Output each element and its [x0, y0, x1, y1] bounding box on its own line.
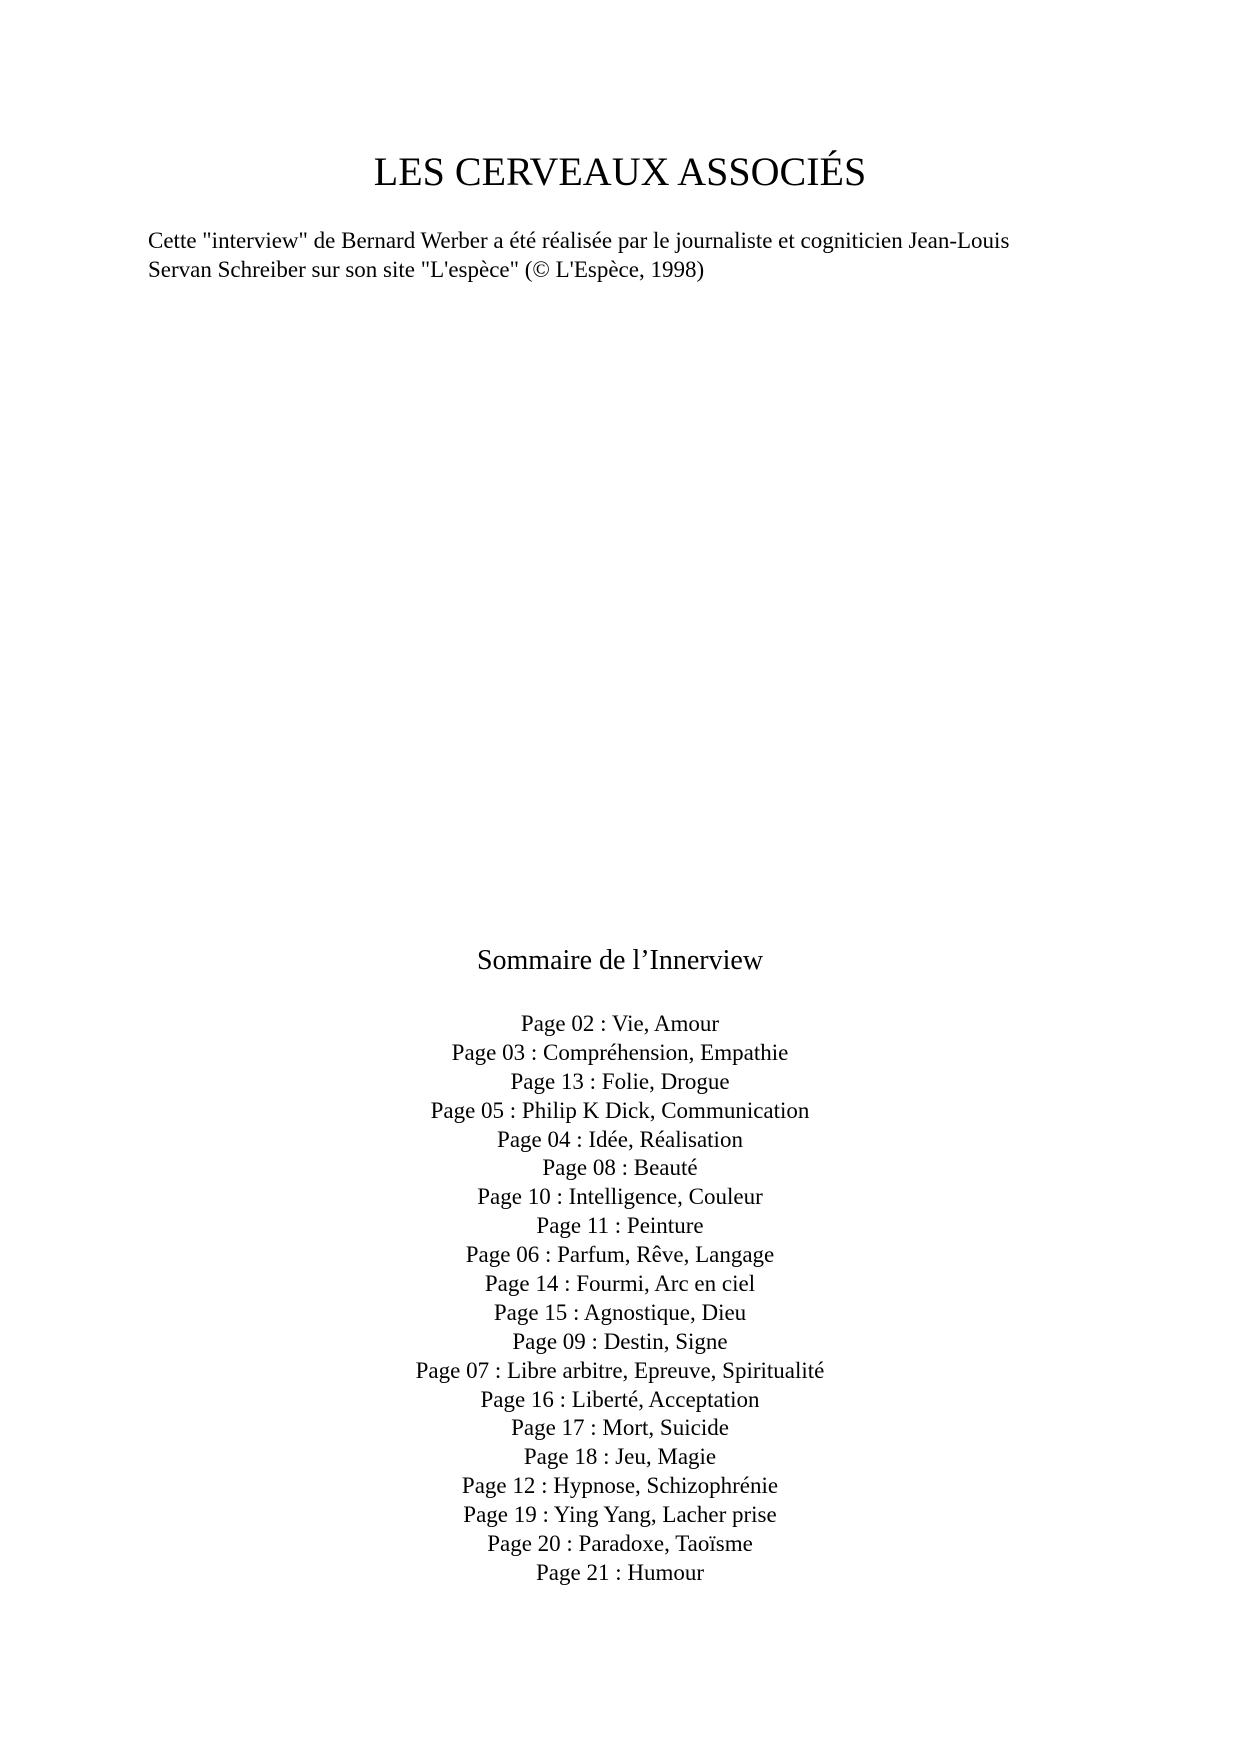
toc-item: Page 07 : Libre arbitre, Epreuve, Spiritualité — [415, 1357, 825, 1383]
toc-item: Page 03 : Compréhension, Empathie — [451, 1039, 789, 1065]
document-title: LES CERVEAUX ASSOCIÉS — [373, 149, 867, 194]
toc-item: Page 10 : Intelligence, Couleur — [477, 1184, 763, 1210]
intro-line-2: Servan Schreiber sur son site "L'espèce" (© L'Espèce, 1998) — [148, 257, 705, 282]
toc-item: Page 02 : Vie, Amour — [520, 1011, 720, 1036]
intro-paragraph — [148, 226, 1108, 284]
intro-line-1: Cette "interview" de Bernard Werber a été réalisée par le journaliste et cogniticien Jean-Louis — [148, 228, 1010, 253]
toc-item: Page 20 : Paradoxe, Taoïsme — [487, 1531, 753, 1557]
toc-item: Page 09 : Destin, Signe — [512, 1328, 728, 1354]
toc-item: Page 14 : Fourmi, Arc en ciel — [484, 1271, 756, 1297]
toc-item: Page 04 : Idée, Réalisation — [497, 1126, 743, 1152]
toc-item: Page 11 : Peinture — [536, 1213, 704, 1239]
table-of-contents — [0, 1010, 1240, 1588]
toc-item: Page 21 : Humour — [535, 1559, 704, 1585]
toc-item: Page 12 : Hypnose, Schizophrénie — [461, 1473, 779, 1499]
toc-item: Page 05 : Philip K Dick, Communication — [430, 1097, 810, 1123]
toc-item: Page 18 : Jeu, Magie — [523, 1444, 717, 1470]
toc-item: Page 17 : Mort, Suicide — [511, 1415, 729, 1441]
toc-item: Page 08 : Beauté — [542, 1155, 698, 1181]
toc-item: Page 15 : Agnostique, Dieu — [493, 1299, 747, 1325]
toc-item: Page 06 : Parfum, Rêve, Langage — [465, 1242, 775, 1268]
summary-heading: Sommaire de l’Innerview — [476, 945, 764, 976]
toc-item: Page 19 : Ying Yang, Lacher prise — [463, 1502, 777, 1528]
toc-item: Page 13 : Folie, Drogue — [510, 1068, 730, 1094]
toc-item: Page 16 : Liberté, Acceptation — [480, 1386, 760, 1412]
